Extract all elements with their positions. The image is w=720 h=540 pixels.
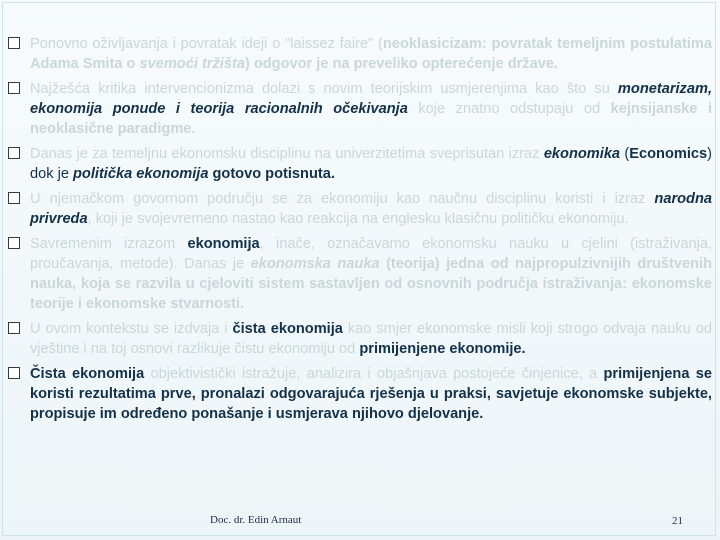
bullet-item-5 [6,234,712,314]
item-2-text-a: Najžešća kritika intervencionizma dolazi s novim teorijskim usmjerenjima kao što su [30,81,618,97]
item-6-text-a: U ovom kontekstu se izdvaja i [30,321,233,337]
item-3-term-politicka-ekonomija: politička ekonomija [73,166,209,182]
item-4-term-narodna-privreda: narodna privreda [30,191,712,227]
item-6-text-b: kao smjer ekonomske misli koji strogo odvaja nauku od vještine i na toj osnovi razlikuje čistu ekonomiju od [30,321,712,357]
item-2-term-theories: monetarizam, ekonomija ponude i teorija racionalnih očekivanja [30,81,712,117]
item-1-term-neoklasicizam: neoklasicizam [382,36,482,52]
checkbox-bullet-icon [8,147,20,159]
checkbox-bullet-icon [8,367,20,379]
bullet-item-1 [6,34,712,74]
item-4-text-a: U njemačkom govornom području se za ekonomiju kao naučnu disciplinu koristi i izraz [30,191,655,207]
item-3-term-economics: Economics [629,146,708,162]
item-3-text-c: ) dok je [30,146,712,182]
item-1-term-svemoc-trzista: svemoći tržišta [139,56,245,72]
slide-content [6,34,712,429]
item-5-term-ekonomska-nauka: ekonomska nauka [250,256,380,272]
checkbox-bullet-icon [8,237,20,249]
checkbox-bullet-icon [8,82,20,94]
checkbox-bullet-icon [8,37,20,49]
checkbox-bullet-icon [8,322,20,334]
bullet-item-7 [6,364,712,424]
item-3-term-ekonomika: ekonomika [543,146,621,162]
item-6-term-cista-ekonomija: čista ekonomija [232,321,343,337]
item-7-term-cista-ekonomija: Čista ekonomija [30,366,145,382]
item-3-text-d: gotovo potisnuta. [208,166,335,182]
item-6-term-primijenjene-ekonomije: primijenjene ekonomije. [359,341,526,357]
bullet-item-3 [6,144,712,184]
bullet-item-2 [6,79,712,139]
item-3-text-a: Danas je za temeljnu ekonomsku disciplinu na univerzitetima sveprisutan izraz [30,146,544,162]
item-2-text-b: koje znatno odstupaju od [407,101,611,117]
item-5-text-c: (teorija) jedna od najpropulzivnijih društvenih nauka, koja se razvila u cjeloviti sistem sastavljen od osnovnih područja istraživanja: ekonomske teorije i ekonomske stvarnosti. [30,256,712,312]
bullet-item-6 [6,319,712,359]
item-3-text-b: ( [620,146,630,162]
item-7-text-b: primijenjena se koristi rezultatima prve, pronalazi odgovarajuća rješenja u praksi, savjetuje ekonomske subjekte, propisuje im određeno ponašanje i usmjerava njihovo djelovanje. [30,366,713,422]
bullet-item-4 [6,189,712,229]
item-7-text-a: objektivistički istražuje, analizira i objašnjava postojeće činjenice, a [144,366,604,382]
page-number: 21 [672,515,683,527]
item-1-text-a: Ponovno oživljavanja i povratak ideji o "laissez faire" ( [30,36,383,52]
item-1-text-c: ) odgovor je na preveliko opterećenje države. [244,56,558,72]
item-1-text-b: : povratak temeljnim postulatima Adama Smita o [30,36,712,72]
item-5-text-a: Savremenim izrazom [30,236,188,252]
item-5-term-ekonomija: ekonomija [187,236,260,252]
footer-author: Doc. dr. Edin Arnaut [210,514,302,526]
item-4-text-b: , koji je svojevremeno nastao kao reakcija na englesku klasičnu političku ekonomiju. [87,211,629,227]
item-5-text-b: , inače, označavamo ekonomsku nauku u cjelini (istraživanja, proučavanja, metode). Danas je [30,236,713,272]
item-2-term-paradigm: kejnsijanske i neoklasične paradigme. [30,101,712,137]
checkbox-bullet-icon [8,192,20,204]
